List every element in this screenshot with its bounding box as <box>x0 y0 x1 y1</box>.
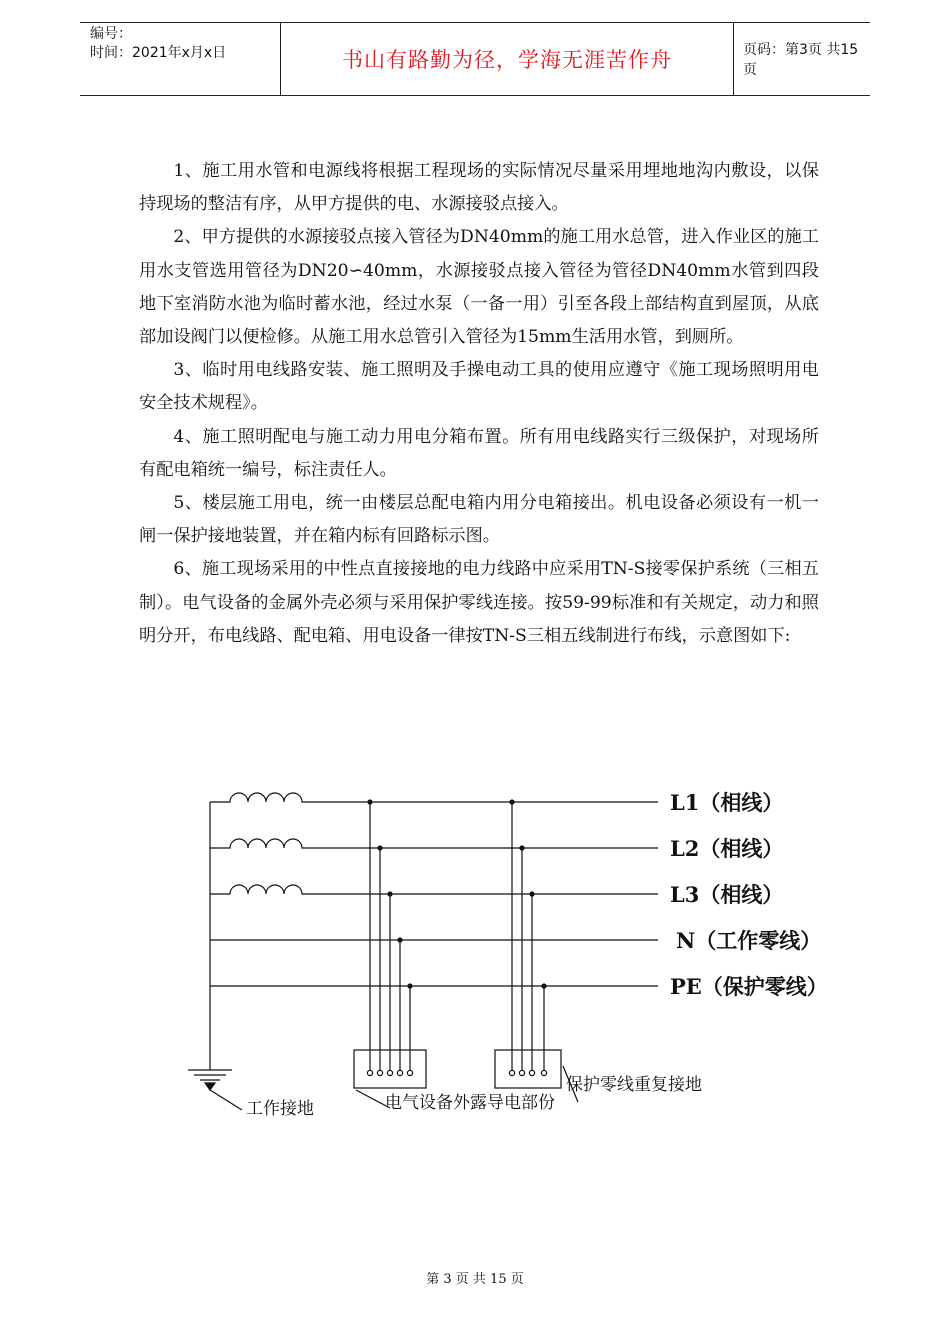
device-2-taps <box>509 799 546 1075</box>
tns-wiring-diagram <box>180 770 870 1155</box>
coil-l2 <box>210 839 310 848</box>
device-2-box <box>495 1050 561 1088</box>
work-ground-leader <box>210 1090 242 1110</box>
serial-label: 编号： <box>90 26 132 42</box>
line-label-l3: L3（相线） <box>670 882 784 907</box>
paragraph: 5、楼层施工用电，统一由楼层总配电箱内用分电箱接出。机电设备必须设有一机一闸一保护接地装置，并在箱内标有回路标示图。 <box>139 493 819 547</box>
paragraph: 4、施工照明配电与施工动力用电分箱布置。所有用电线路实行三级保护，对现场所有配电箱统一编号，标注责任人。 <box>139 426 819 480</box>
coil-l1 <box>210 793 310 802</box>
ground-icon <box>188 1062 232 1090</box>
line-label-l1: L1（相线） <box>670 790 784 815</box>
paragraph: 1、施工用水管和电源线将根据工程现场的实际情况尽量采用埋地地沟内敷设，以保持现场的整洁有序，从甲方提供的电、水源接驳点接入。 <box>139 161 819 215</box>
document-body <box>139 155 819 653</box>
exposed-parts-label: 电气设备外露导电部份 <box>385 1093 555 1113</box>
line-label-l2: L2（相线） <box>670 836 784 861</box>
page-footer: 第 3 页 共 15 页 <box>426 1272 524 1287</box>
line-label-n: N（工作零线） <box>676 928 822 953</box>
work-ground-label: 工作接地 <box>246 1099 314 1119</box>
paragraph: 3、临时用电线路安装、施工照明及手操电动工具的使用应遵守《施工现场照明用电安全技术规程》。 <box>139 360 819 414</box>
coil-l3 <box>210 885 310 894</box>
pe-reground-label: 保护零线重复接地 <box>566 1075 702 1095</box>
header-meta <box>80 23 280 95</box>
paragraph: 2、甲方提供的水源接驳点接入管径为DN40mm的施工用水总管，进入作业区的施工用水支管选用管径为DN20∽40mm，水源接驳点接入管径为管径DN40mm水管到四段地下室消防水池为临时蓄水池，经过水泵（一备一用）引至各段上部结构直到屋顶，从底部加设阀门以便检修。从施工用水总管引入管径为15mm生活用水管，到厕所。 <box>139 227 819 348</box>
device-1-taps <box>367 799 412 1075</box>
header-page-info: 页码：第3页 共15页 <box>743 42 859 78</box>
date-label: 时间：2021年x月x日 <box>90 45 227 61</box>
paragraph: 6、施工现场采用的中性点直接接地的电力线路中应采用TN-S接零保护系统（三相五制）。电气设备的金属外壳必须与采用保护零线连接。按59-99标准和有关规定，动力和照明分开，布电线路、配电箱、用电设备一律按TN-S三相五线制进行布线，示意图如下: <box>139 559 819 646</box>
line-label-pe: PE（保护零线） <box>670 974 828 999</box>
page-header <box>80 22 870 96</box>
header-motto: 书山有路勤为径，学海无涯苦作舟 <box>280 23 734 95</box>
